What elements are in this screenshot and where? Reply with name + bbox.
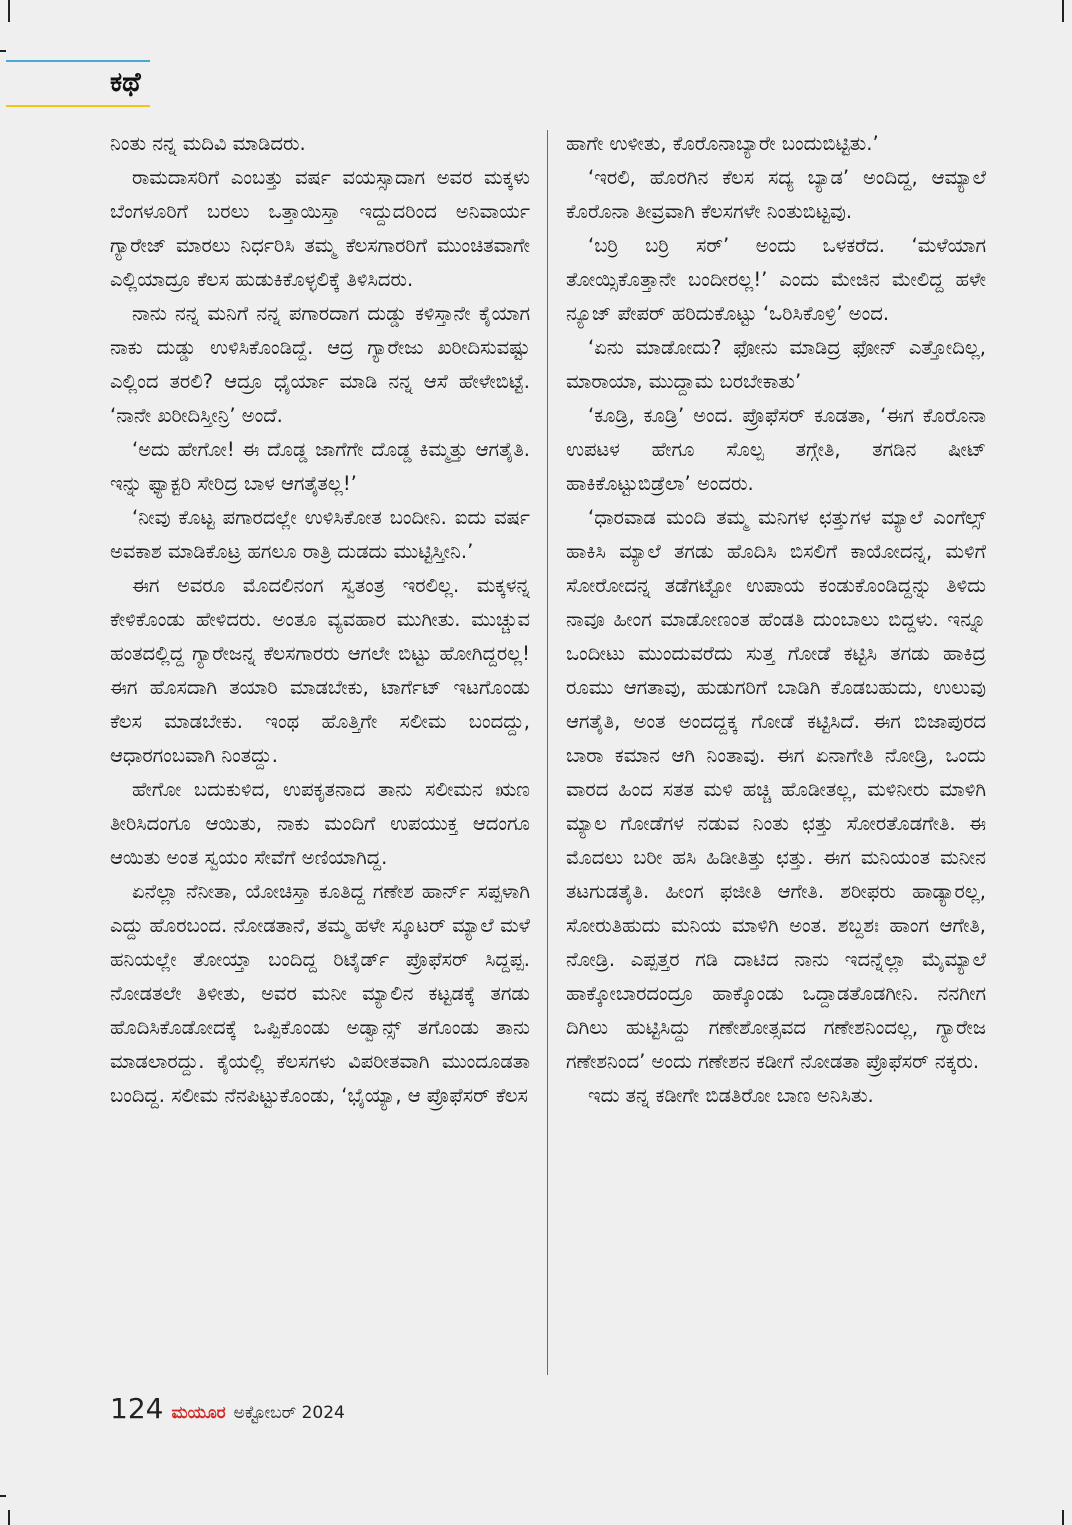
paragraph: ರಾಮದಾಸರಿಗೆ ಎಂಬತ್ತು ವರ್ಷ ವಯಸ್ಸಾದಾಗ ಅವರ ಮಕ್ಕಳು ಬೆಂಗಳೂರಿಗೆ ಬರಲು ಒತ್ತಾಯಿಸ್ತಾ ಇದ್ದುದರಿಂದ ಅನಿವಾರ್ಯ ಗ್ಯಾರೇಜ್ ಮಾರಲು ನಿರ್ಧರಿಸಿ ತಮ್ಮ ಕೆಲಸಗಾರರಿಗೆ ಮುಂಚಿತವಾಗೇ ಎಲ್ಲಿಯಾದ್ರೂ ಕೆಲಸ ಹುಡುಕಿಕೊಳ್ಳಲಿಕ್ಕೆ ತಿಳಿಸಿದರು.: [110, 166, 530, 291]
paragraph: ‘ಅದು ಹೇಗೋ! ಈ ದೊಡ್ಡ ಜಾಗೆಗೇ ದೊಡ್ಡ ಕಿಮ್ಮತ್ತು ಆಗತೈತಿ. ಇನ್ನು ಫ್ಯಾಕ್ಟರಿ ಸೇರಿದ್ರ ಬಾಳ ಆಗತೈತಲ್ಲ!’: [110, 438, 530, 495]
paragraph: ಹೇಗೋ ಬದುಕುಳಿದ, ಉಪಕೃತನಾದ ತಾನು ಸಲೀಮನ ಋಣ ತೀರಿಸಿದಂಗೂ ಆಯಿತು, ನಾಕು ಮಂದಿಗೆ ಉಪಯುಕ್ತ ಆದಂಗೂ ಆಯಿತು ಅಂತ ಸ್ವಯಂ ಸೇವೆಗೆ ಅಣಿಯಾಗಿದ್ದ.: [110, 778, 530, 869]
header-rule-top: [6, 60, 150, 62]
page-footer: [110, 1392, 345, 1428]
paragraph: ‘ಬರ್ರಿ ಬರ್ರಿ ಸರ್’ ಅಂದು ಒಳಕರೆದ. ‘ಮಳೆಯಾಗ ತೋಯ್ಸಿಕೊತ್ತಾನೇ ಬಂದೀರಲ್ಲ!’ ಎಂದು ಮೇಜಿನ ಮೇಲಿದ್ದ ಹಳೇ ನ್ಯೂಜ್ ಪೇಪರ್ ಹರಿದುಕೊಟ್ಟು ‘ಒರಿಸಿಕೊಳ್ರಿ’ ಅಂದ.: [566, 234, 986, 325]
column-divider: [547, 130, 548, 1375]
crop-mark-bottom-left: [0, 1495, 6, 1497]
paragraph: ಹಾಗೇ ಉಳೀತು, ಕೊರೊನಾಬ್ಯಾರೇ ಬಂದುಬಿಟ್ಟಿತು.’: [566, 132, 879, 155]
paragraph: ‘ಧಾರವಾಡ ಮಂದಿ ತಮ್ಮ ಮನಿಗಳ ಛತ್ತುಗಳ ಮ್ಯಾಲೆ ಎಂಗೆಲ್ಸ್ ಹಾಕಿಸಿ ಮ್ಯಾಲೆ ತಗಡು ಹೊದಿಸಿ ಬಿಸಲಿಗೆ ಕಾಯೋದನ್ನ, ಮಳಿಗೆ ಸೋರೋದನ್ನ ತಡೆಗಟ್ಟೋ ಉಪಾಯ ಕಂಡುಕೊಂಡಿದ್ದನ್ನು ತಿಳಿದು ನಾವೂ ಹೀಂಗ ಮಾಡೋಣಂತ ಹೆಂಡತಿ ದುಂಬಾಲು ಬಿದ್ದಳು. ಇನ್ನೂ ಒಂದೀಟು ಮುಂದುವರೆದು ಸುತ್ತ ಗೋಡೆ ಕಟ್ಟಿಸಿ ತಗಡು ಹಾಕಿದ್ರ ರೂಮು ಆಗತಾವು, ಹುಡುಗರಿಗೆ ಬಾಡಿಗಿ ಕೊಡಬಹುದು, ಉಲುವು ಆಗತೈತಿ, ಅಂತ ಅಂದದ್ದಕ್ಕ ಗೋಡೆ ಕಟ್ಟಿಸಿದೆ. ಈಗ ಬಿಜಾಪುರದ ಬಾರಾ ಕಮಾನ ಆಗಿ ನಿಂತಾವು. ಈಗ ಏನಾಗೇತಿ ನೋಡ್ರಿ, ಒಂದು ವಾರದ ಹಿಂದ ಸತತ ಮಳಿ ಹಚ್ಚಿ ಹೊಡೀತಲ್ಲ, ಮಳಿನೀರು ಮಾಳಿಗಿ ಮ್ಯಾಲ ಗೋಡೆಗಳ ನಡುವ ನಿಂತು ಛತ್ತು ಸೋರತೊಡಗೇತಿ. ಈ ಮೊದಲು ಬರೀ ಹಸಿ ಹಿಡೀತಿತ್ತು ಛತ್ತು. ಈಗ ಮನಿಯಂತ ಮನೀನ ತಟಗುಡತೈತಿ. ಹೀಂಗ ಫಜೀತಿ ಆಗೇತಿ. ಶರೀಫರು ಹಾಡ್ಯಾರಲ್ಲ, ಸೋರುತಿಹುದು ಮನಿಯ ಮಾಳಿಗಿ ಅಂತ. ಶಬ್ದಶಃ ಹಾಂಗ ಆಗೇತಿ, ನೋಡ್ರಿ. ಎಪ್ಪತ್ತರ ಗಡಿ ದಾಟಿದ ನಾನು ಇದನ್ನೆಲ್ಲಾ ಮೈಮ್ಯಾಲೆ ಹಾಕ್ಕೋಬಾರದಂದ್ರೂ ಹಾಕ್ಕೊಂಡು ಒದ್ದಾಡತೊಡಗೀನಿ. ನನಗೀಗ ದಿಗಿಲು ಹುಟ್ಟಿಸಿದ್ದು ಗಣೇಶೋತ್ಸವದ ಗಣೇಶನಿಂದಲ್ಲ, ಗ್ಯಾರೇಜ ಗಣೇಶನಿಂದ’ ಅಂದು ಗಣೇಶನ ಕಡೀಗೆ ನೋಡತಾ ಪ್ರೊಫೆಸರ್ ನಕ್ಕರು.: [566, 506, 986, 1073]
right-column: [566, 127, 986, 1113]
page-number: 124: [110, 1392, 164, 1425]
paragraph: ಇದು ತನ್ನ ಕಡೀಗೇ ಬಿಡತಿರೋ ಬಾಣ ಅನಿಸಿತು.: [588, 1084, 874, 1107]
section-title: ಕಥೆ: [110, 67, 141, 98]
crop-mark-bottom-left-v: [8, 1510, 10, 1525]
crop-mark-left-mid: [0, 50, 6, 52]
paragraph: ಏನೆಲ್ಲಾ ನೆನೀತಾ, ಯೋಚಿಸ್ತಾ ಕೂತಿದ್ದ ಗಣೇಶ ಹಾರ್ನ್ ಸಪ್ಪಳಾಗಿ ಎದ್ದು ಹೊರಬಂದ. ನೋಡತಾನೆ, ತಮ್ಮ ಹಳೇ ಸ್ಕೂಟರ್ ಮ್ಯಾಲೆ ಮಳೆ ಹನಿಯಲ್ಲೇ ತೋಯ್ತಾ ಬಂದಿದ್ದ ರಿಟೈರ್ಡ್ ಪ್ರೊಫೆಸರ್ ಸಿದ್ದಪ್ಪ. ನೋಡತಲೇ ತಿಳೀತು, ಅವರ ಮನೀ ಮ್ಯಾಲಿನ ಕಟ್ಟಡಕ್ಕೆ ತಗಡು ಹೊದಿಸಿಕೊಡೋದಕ್ಕೆ ಒಪ್ಪಿಕೊಂಡು ಅಡ್ವಾನ್ಸ್ ತಗೊಂಡು ತಾನು ಮಾಡಲಾರದ್ದು. ಕೈಯಲ್ಲಿ ಕೆಲಸಗಳು ವಿಪರೀತವಾಗಿ ಮುಂದೂಡತಾ ಬಂದಿದ್ದ. ಸಲೀಮ ನೆನಪಿಟ್ಟುಕೊಂಡು, ‘ಭೈಯ್ಯಾ, ಆ ಪ್ರೊಫೆಸರ್ ಕೆಲಸ: [110, 880, 530, 1107]
magazine-name: ಮಯೂರ: [171, 1403, 226, 1423]
paragraph: ನಾನು ನನ್ನ ಮನಿಗೆ ನನ್ನ ಪಗಾರದಾಗ ದುಡ್ಡು ಕಳಿಸ್ತಾನೇ ಕೈಯಾಗ ನಾಕು ದುಡ್ಡು ಉಳಿಸಿಕೊಂಡಿದ್ದೆ. ಆದ್ರ ಗ್ಯಾರೇಜು ಖರೀದಿಸುವಷ್ಟು ಎಲ್ಲಿಂದ ತರಲಿ? ಆದ್ರೂ ಧೈರ್ಯಾ ಮಾಡಿ ನನ್ನ ಆಸೆ ಹೇಳೇಬಿಟ್ಟೆ. ‘ನಾನೇ ಖರೀದಿಸ್ತೀನ್ರಿ’ ಅಂದೆ.: [110, 302, 530, 427]
paragraph: ‘ನೀವು ಕೊಟ್ಟ ಪಗಾರದಲ್ಲೇ ಉಳಿಸಿಕೋತ ಬಂದೀನಿ. ಐದು ವರ್ಷ ಅವಕಾಶ ಮಾಡಿಕೊಟ್ರ ಹಗಲೂ ರಾತ್ರಿ ದುಡದು ಮುಟ್ಟಿಸ್ತೀನಿ.’: [110, 506, 530, 563]
crop-mark-top-left: [8, 0, 10, 22]
issue-date: ಅಕ್ಟೋಬರ್ 2024: [233, 1403, 345, 1423]
crop-mark-bottom-right-v: [1062, 1510, 1064, 1525]
header-rule-bottom: [6, 105, 150, 107]
paragraph: ನಿಂತು ನನ್ನ ಮದಿವಿ ಮಾಡಿದರು.: [110, 132, 306, 155]
paragraph: ಈಗ ಅವರೂ ಮೊದಲಿನಂಗ ಸ್ವತಂತ್ರ ಇರಲಿಲ್ಲ. ಮಕ್ಕಳನ್ನ ಕೇಳಿಕೊಂಡು ಹೇಳಿದರು. ಅಂತೂ ವ್ಯವಹಾರ ಮುಗೀತು. ಮುಚ್ಚುವ ಹಂತದಲ್ಲಿದ್ದ ಗ್ಯಾರೇಜನ್ನ ಕೆಲಸಗಾರರು ಆಗಲೇ ಬಿಟ್ಟು ಹೋಗಿದ್ದರಲ್ಲ! ಈಗ ಹೊಸದಾಗಿ ತಯಾರಿ ಮಾಡಬೇಕು, ಟಾರ್ಗೆಟ್ ಇಟಗೊಂಡು ಕೆಲಸ ಮಾಡಬೇಕು. ಇಂಥ ಹೊತ್ತಿಗೇ ಸಲೀಮ ಬಂದದ್ದು, ಆಧಾರಗಂಬವಾಗಿ ನಿಂತದ್ದು.: [110, 574, 530, 767]
paragraph: ‘ಇರಲಿ, ಹೊರಗಿನ ಕೆಲಸ ಸದ್ಯ ಬ್ಯಾಡ’ ಅಂದಿದ್ದ, ಆಮ್ಯಾಲೆ ಕೊರೊನಾ ತೀವ್ರವಾಗಿ ಕೆಲಸಗಳೇ ನಿಂತುಬಿಟ್ಟವು.: [566, 166, 986, 223]
crop-mark-top-right: [1062, 0, 1064, 22]
section-header: [6, 60, 150, 108]
paragraph: ‘ಏನು ಮಾಡೋದು? ಫೋನು ಮಾಡಿದ್ರ ಫೋನ್ ಎತ್ತೋದಿಲ್ಲ, ಮಾರಾಯಾ, ಮುದ್ದಾಮ ಬರಬೇಕಾತು’: [566, 336, 986, 393]
left-column: [110, 127, 530, 1113]
paragraph: ‘ಕೂಡ್ರಿ, ಕೂಡ್ರಿ’ ಅಂದ. ಪ್ರೊಫೆಸರ್ ಕೂಡತಾ, ‘ಈಗ ಕೊರೊನಾ ಉಪಟಳ ಹೇಗೂ ಸೊಲ್ಪ ತಗ್ಗೇತಿ, ತಗಡಿನ ಷೀಟ್ ಹಾಕಿಕೊಟ್ಟುಬಿಡ್ರೆಲಾ’ ಅಂದರು.: [566, 404, 986, 495]
